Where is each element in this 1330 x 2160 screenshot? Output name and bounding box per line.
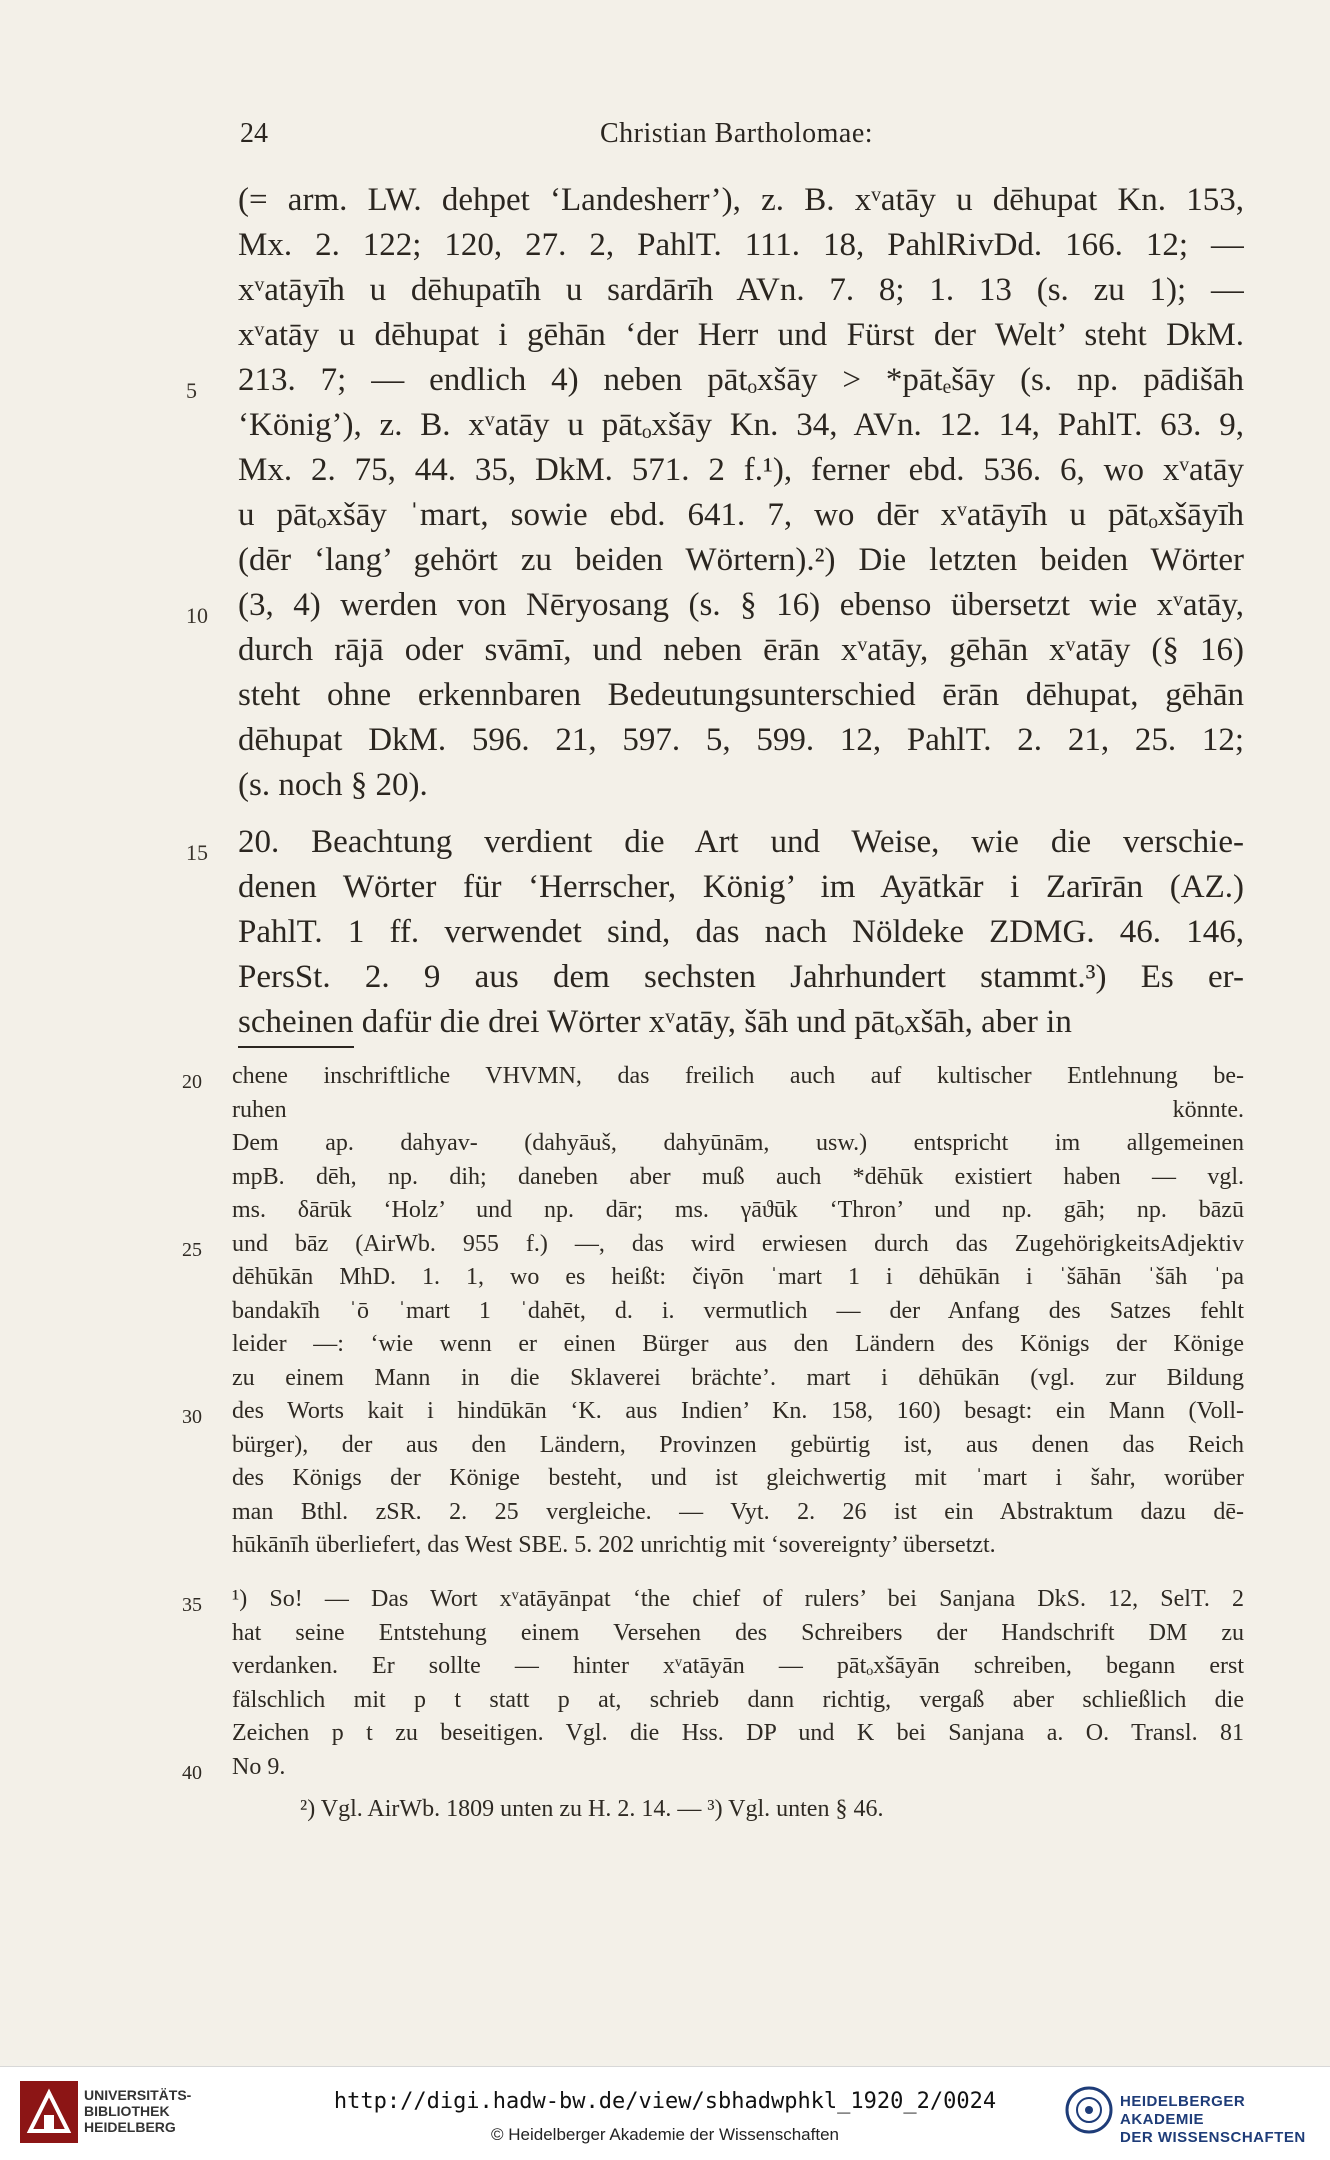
text-line: Mx. 2. 122; 120, 27. 2, PahlT. 111. 18, PahlRivDd. 166. 12; — xyxy=(238,227,1244,263)
text-line: (s. noch § 20). xyxy=(238,767,428,803)
text-line: xᵛatāy u dēhupat i gēhān ‘der Herr und Fürst der Welt’ steht DkM. xyxy=(238,317,1244,353)
text-line: ‘König’), z. B. xᵛatāy u pātₒxšāy Kn. 34, AVn. 12. 14, PahlT. 63. 9, xyxy=(238,407,1244,443)
text-line: xᵛatāyīh u dēhupatīh u sardārīh AVn. 7. 8; 1. 13 (s. zu 1); — xyxy=(238,272,1244,308)
text-line: PersSt. 2. 9 aus dem sechsten Jahrhundert stammt.³) Es er- xyxy=(238,959,1244,995)
university-library-name: UNIVERSITÄTS- BIBLIOTHEK HEIDELBERG xyxy=(84,2087,192,2135)
text-line: u pātₒxšāy ˈmart, sowie ebd. 641. 7, wo dēr xᵛatāyīh u pātₒxšāyīh xyxy=(238,497,1244,533)
text-line: hat seine Entstehung einem Versehen des Schreibers der Handschrift DM zu xyxy=(232,1619,1244,1646)
text-line: ruhen könnte. xyxy=(232,1096,1244,1123)
text-line: des Worts kait i hindūkān ‘K. aus Indien’ Kn. 158, 160) besagt: ein Mann (Voll- xyxy=(232,1398,1244,1424)
paragraph-19-continuation xyxy=(186,178,1244,808)
text-line: dēhūkān MhD. 1. 1, wo es heißt: čiγōn ˈmart 1 i dēhūkān i ˈšāhān ˈšāh ˈpa xyxy=(232,1264,1244,1290)
line-number: 30 xyxy=(182,1406,202,1428)
text-line: (3, 4) werden von Nēryosang (s. § 16) ebenso übersetzt wie xᵛatāy, xyxy=(238,587,1244,623)
text-line: PahlT. 1 ff. verwendet sind, das nach Nöldeke ZDMG. 46. 146, xyxy=(238,914,1244,950)
line-number: 15 xyxy=(186,840,208,865)
text-line: denen Wörter für ‘Herrscher, König’ im Ayātkār i Zarīrān (AZ.) xyxy=(238,869,1244,905)
text-line: zu einem Mann in die Sklaverei brächte’. mart i dēhūkān (vgl. zur Bildung xyxy=(232,1364,1244,1391)
text-line: durch rājā oder svāmī, und neben ērān xᵛatāy, gēhān xᵛatāy (§ 16) xyxy=(238,632,1244,668)
text-line: ¹) So! — Das Wort xᵛatāyānpat ‘the chief of rulers’ bei Sanjana DkS. 12, SelT. 2 xyxy=(232,1586,1244,1612)
text-line: bandakīh ˈō ˈmart 1 ˈdahēt, d. i. vermutlich — der Anfang des Satzes fehlt xyxy=(232,1297,1244,1324)
text-line: scheinen dafür die drei Wörter xᵛatāy, šāh und pātₒxšāh, aber in xyxy=(238,1004,1072,1040)
text-line: ms. δārūk ‘Holz’ und np. dār; ms. γāϑūk ‘Thron’ und np. gāh; np. bāzū xyxy=(232,1197,1244,1223)
footnotes-2-3 xyxy=(300,1793,1244,1827)
footnote-line: ²) Vgl. AirWb. 1809 unten zu H. 2. 14. — ³) Vgl. unten § 46. xyxy=(300,1796,884,1822)
text-line: chene inschriftliche VHVMN, das freilich auch auf kultischer Entlehnung be- xyxy=(232,1063,1244,1089)
line-number: 40 xyxy=(182,1761,202,1784)
academy-logo-icon xyxy=(1064,2085,1114,2135)
text-line: man Bthl. zSR. 2. 25 vergleiche. — Vyt. 2. 26 ist ein Abstraktum dazu dē- xyxy=(232,1498,1244,1525)
page-header xyxy=(240,118,1240,158)
footnote-1 xyxy=(182,1583,1244,1784)
text-line: (= arm. LW. dehpet ‘Landesherr’), z. B. xᵛatāy u dēhupat Kn. 153, xyxy=(238,182,1244,218)
text-line: mpB. dēh, np. dih; daneben aber muß auch *dēhūk existiert haben — vgl. xyxy=(232,1163,1244,1190)
line-number: 20 xyxy=(182,1071,202,1093)
academy-name: HEIDELBERGER AKADEMIE DER WISSENSCHAFTEN xyxy=(1120,2093,1306,2146)
text-line: steht ohne erkennbaren Bedeutungsunterschied ērān dēhupat, gēhān xyxy=(238,677,1244,713)
viewer-footer xyxy=(0,2066,1330,2160)
text-line: Zeichen p t zu beseitigen. Vgl. die Hss. DP und K bei Sanjana a. O. Transl. 81 xyxy=(232,1720,1244,1746)
text-line: (dēr ‘lang’ gehört zu beiden Wörtern).²) Die letzten beiden Wörter xyxy=(238,542,1244,578)
line-number: 10 xyxy=(186,603,208,628)
paragraph-20 xyxy=(186,820,1244,1045)
document-url-link[interactable]: http://digi.hadw-bw.de/view/sbhadwphkl_1920_2/0024 xyxy=(333,2089,997,2114)
footnote-separator xyxy=(238,1046,354,1048)
running-title: Christian Bartholomae: xyxy=(600,118,874,149)
text-line: bürger), der aus den Ländern, Provinzen gebürtig ist, aus denen das Reich xyxy=(232,1431,1244,1458)
text-line: fälschlich mit p t statt p at, schrieb dann richtig, vergaß aber schließlich die xyxy=(232,1686,1244,1713)
text-line: 20. Beachtung verdient die Art und Weise, wie die verschie- xyxy=(238,824,1244,860)
text-line: Mx. 2. 75, 44. 35, DkM. 571. 2 f.¹), ferner ebd. 536. 6, wo xᵛatāy xyxy=(238,452,1244,488)
line-number: 35 xyxy=(182,1594,202,1616)
copyright-notice: © Heidelberger Akademie der Wissenschaften xyxy=(491,2125,839,2144)
text-line: 213. 7; — endlich 4) neben pātₒxšāy > *pātₑšāy (s. np. pādišāh xyxy=(238,362,1244,398)
text-line: verdanken. Er sollte — hinter xᵛatāyān — pātₒxšāyān schreiben, begann erst xyxy=(232,1653,1244,1679)
page-number: 24 xyxy=(240,118,268,149)
text-line: dēhupat DkM. 596. 21, 597. 5, 599. 12, PahlT. 2. 21, 25. 12; xyxy=(238,722,1244,758)
footnote-continued xyxy=(182,1060,1244,1563)
text-line: hūkānīh überliefert, das West SBE. 5. 202 unrichtig mit ‘sovereignty’ übersetzt. xyxy=(232,1532,996,1558)
text-line: des Königs der Könige besteht, und ist gleichwertig mit ˈmart i šahr, worüber xyxy=(232,1465,1244,1491)
text-line: leider —: ‘wie wenn er einen Bürger aus den Ländern des Königs der Könige xyxy=(232,1331,1244,1357)
line-number: 25 xyxy=(182,1238,202,1261)
text-line: No 9. xyxy=(232,1753,286,1780)
text-line: und bāz (AirWb. 955 f.) —, das wird erwiesen durch das ZugehörigkeitsAdjektiv xyxy=(232,1230,1244,1257)
text-line: Dem ap. dahyav- (dahyāuš, dahyūnām, usw.) entspricht im allgemeinen xyxy=(232,1130,1244,1156)
line-number: 5 xyxy=(186,378,197,403)
